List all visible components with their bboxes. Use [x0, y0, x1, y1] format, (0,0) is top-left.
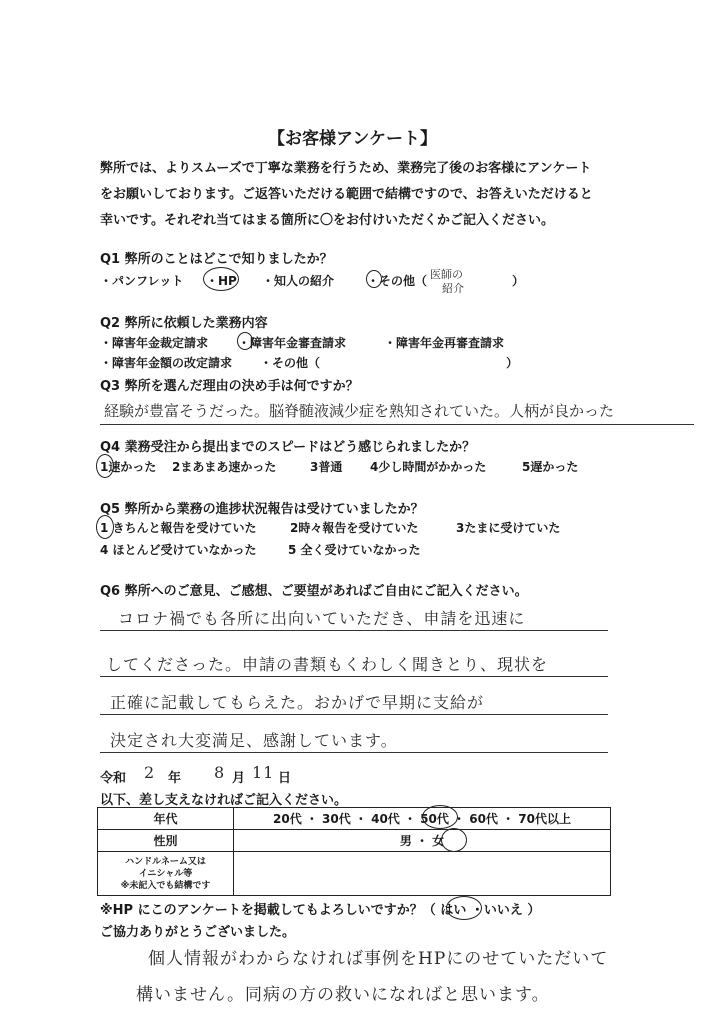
handle-label-line-1: ハンドルネーム又は [125, 856, 206, 867]
date-year-label: 年 [168, 771, 182, 786]
q6-answer-line-1: コロナ禍でも各所に出向いていただき、申請を迅速に [118, 609, 526, 628]
q1-option-pamphlet[interactable]: ・パンフレット [100, 274, 184, 288]
gender-label: 性別 [98, 830, 234, 852]
q1-other-handwritten-2: 紹介 [442, 282, 464, 295]
q6-rule-2 [100, 676, 608, 677]
final-comment-line-2: 構いません。同病の方の救いになればと思います。 [136, 985, 550, 1005]
age-50-circle-mark [422, 805, 458, 829]
q6-rule-4 [100, 752, 608, 753]
gender-options[interactable]: 男 ・ 女 [234, 830, 611, 852]
q5-option-4[interactable]: 4 ほとんど受けていなかった [100, 543, 257, 557]
q1-other-handwritten-1: 医師の [430, 268, 463, 281]
q4-question: Q4 業務受注から提出までのスピードはどう感じられましたか？ [100, 440, 476, 455]
q6-answer-line-3: 正確に記載してもらえた。おかげで早期に支給が [110, 693, 485, 712]
q2-other-close: ） [506, 356, 519, 370]
q1-other-close: ） [512, 274, 525, 288]
handle-row [98, 852, 611, 896]
date-year-value: 2 [144, 763, 156, 782]
q1-option-acquaintance[interactable]: ・知人の紹介 [262, 274, 335, 288]
handle-label-line-3: ※未記入でも結構です [120, 880, 211, 891]
q6-rule-1 [100, 630, 608, 631]
q4-option-4[interactable]: 4少し時間がかかった [370, 460, 487, 474]
date-day-label: 日 [278, 771, 292, 786]
q1-hp-circle-mark [203, 267, 239, 291]
thanks-text: ご協力ありがとうございました。 [100, 925, 296, 940]
q1-question: Q1 弊所のことはどこで知りましたか？ [100, 252, 333, 267]
q1-option-hp[interactable]: ・HP [206, 274, 237, 288]
q5-question: Q5 弊所から業務の進捗状況報告は受けていましたか？ [100, 502, 424, 517]
q4-option-1-circle-mark [96, 454, 114, 478]
q2-option-shinsa[interactable]: ・障害年金審査請求 [238, 336, 347, 350]
q2-option-kaitei[interactable]: ・障害年金額の改定請求 [100, 356, 233, 370]
q6-answer-line-4: 決定され大変満足、感謝しています。 [110, 731, 398, 750]
handle-value[interactable] [234, 852, 611, 896]
q5-option-2[interactable]: 2時々報告を受けていた [290, 521, 419, 535]
intro-line-1: 弊所では、よりスムーズで丁寧な業務を行うため、業務完了後のお客様にアンケート [100, 161, 592, 176]
date-month-label: 月 [232, 771, 246, 786]
q5-option-1[interactable]: 1 きちんと報告を受けていた [100, 521, 257, 535]
handle-label-line-2: イニシャル等 [138, 868, 193, 879]
date-era: 令和 [100, 771, 127, 786]
q2-option-other[interactable]: ・その他（ [260, 356, 321, 370]
handle-label [98, 852, 234, 896]
intro-line-3: 幸いです。それぞれ当てはまる箇所に〇をお付けいただくかご記入ください。 [100, 213, 554, 228]
publish-yes-circle-mark [446, 896, 482, 920]
date-day-value: 11 [252, 763, 275, 782]
q3-answer-line [100, 424, 694, 425]
q4-option-2[interactable]: 2まあまあ速かった [172, 460, 277, 474]
q6-rule-3 [100, 714, 608, 715]
q5-option-3[interactable]: 3たまに受けていた [456, 521, 561, 535]
q3-answer: 経験が豊富そうだった。脳脊髄液減少症を熟知されていた。人柄が良かった [104, 402, 615, 420]
final-comment-line-1: 個人情報がわからなければ事例をHPにのせていただいて [148, 949, 609, 969]
age-row [98, 808, 611, 830]
q4-option-5[interactable]: 5遅かった [522, 460, 579, 474]
q2-shinsa-circle-mark [237, 332, 253, 350]
publish-question[interactable]: ※HP にこのアンケートを掲載してもよろしいですか？（ はい ・いいえ ） [100, 903, 541, 918]
page-title: 【お客様アンケート】 [268, 129, 437, 149]
q1-other-circle-mark [366, 270, 382, 288]
intro-line-2: をお願いしております。ご返答いただける範囲で結構ですので、お答えいただけると [100, 187, 593, 202]
q5-option-5[interactable]: 5 全く受けていなかった [288, 543, 421, 557]
date-month-value: 8 [214, 763, 226, 782]
q5-option-1-circle-mark [96, 515, 114, 539]
optional-note: 以下、差し支えなければご記入ください。 [100, 793, 348, 808]
q2-option-saishinsa[interactable]: ・障害年金再審査請求 [384, 336, 505, 350]
q1-option-other[interactable]: ・その他（ [367, 274, 428, 288]
gender-row [98, 830, 611, 852]
q4-option-3[interactable]: 3普通 [310, 460, 343, 474]
q2-question: Q2 弊所に依頼した業務内容 [100, 316, 268, 331]
info-table [97, 807, 611, 896]
q6-answer-line-2: してくださった。申請の書類もくわしく聞きとり、現状を [106, 655, 549, 674]
age-options[interactable]: 20代 ・ 30代 ・ 40代 ・ 50代 ・ 60代 ・ 70代以上 [234, 808, 611, 830]
q4-option-1[interactable]: 1速かった [100, 460, 157, 474]
q3-question: Q3 弊所を選んだ理由の決め手は何ですか？ [100, 379, 359, 394]
q6-question: Q6 弊所へのご意見、ご感想、ご要望があればご自由にご記入ください。 [100, 584, 528, 599]
q2-option-saitei[interactable]: ・障害年金裁定請求 [100, 336, 209, 350]
gender-female-circle-mark [441, 828, 467, 852]
age-label: 年代 [98, 808, 234, 830]
